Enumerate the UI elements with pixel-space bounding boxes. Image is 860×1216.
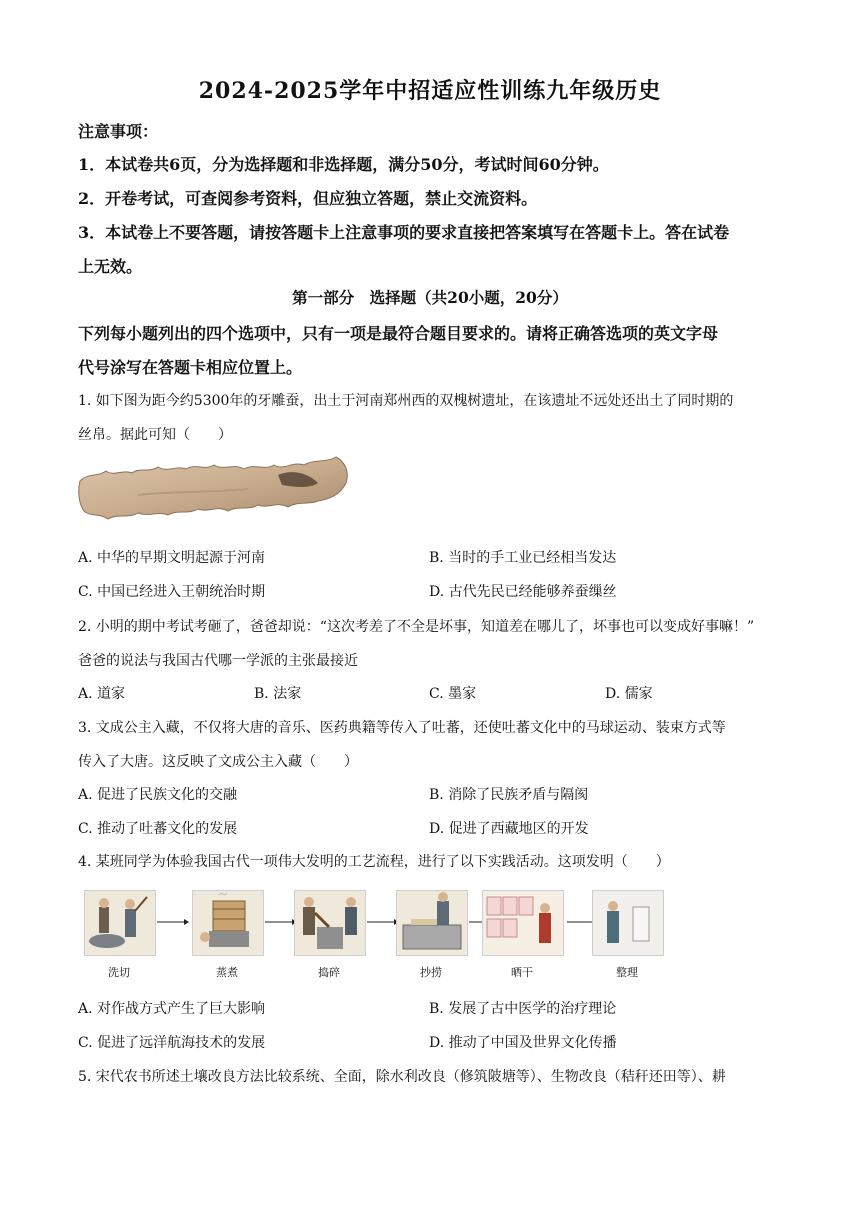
part-instruction: 下列每小题列出的四个选项中，只有一项是最符合题目要求的。请将正确答选项的英文字母 (78, 324, 719, 343)
pounding-illustration (294, 890, 366, 956)
option-b[interactable]: B. 消除了民族矛盾与隔阂 (429, 787, 589, 803)
option-c[interactable]: C. 中国已经进入王朝统治时期 (78, 584, 266, 600)
step-label: 蒸煮 (216, 966, 238, 979)
option-a[interactable]: A. 对作战方式产生了巨大影响 (78, 1001, 266, 1017)
question-1-text: 丝帛。据此可知（ ） (78, 427, 232, 443)
process-step (396, 890, 466, 982)
process-step (84, 890, 154, 982)
step-label: 抄捞 (420, 966, 442, 979)
question-3-text: 3. 文成公主入藏，不仅将大唐的音乐、医药典籍等传入了吐蕃，还使吐蕃文化中的马球运动、装束方式等 (78, 720, 726, 736)
papermaking-process-strip (84, 890, 664, 982)
option-b[interactable]: B. 发展了古中医学的治疗理论 (429, 1001, 617, 1017)
option-d[interactable]: D. 推动了中国及世界文化传播 (429, 1035, 617, 1051)
notice-item: 1．本试卷共6页，分为选择题和非选择题，满分50分，考试时间60分钟。 (78, 155, 609, 174)
option-d[interactable]: D. 古代先民已经能够养蚕缫丝 (429, 584, 617, 600)
step-label: 洗切 (108, 966, 130, 979)
scooping-illustration (396, 890, 468, 956)
option-a[interactable]: A. 中华的早期文明起源于河南 (78, 550, 266, 566)
process-step (592, 890, 662, 982)
notice-item: 2．开卷考试，可查阅参考资料，但应独立答题，禁止交流资料。 (78, 189, 538, 208)
ivory-silkworm-image (78, 455, 353, 535)
arrow-right-icon (264, 918, 298, 926)
question-5-text: 5. 宋代农书所述土壤改良方法比较系统、全面，除水利改良（修筑陂塘等）、生物改良（秸秆还田等）、耕 (78, 1069, 726, 1085)
notice-item: 上无效。 (78, 257, 143, 276)
drying-illustration (482, 890, 564, 956)
process-step (294, 890, 364, 982)
notice-heading: 注意事项： (78, 122, 159, 141)
question-2-text: 2. 小明的期中考试考砸了，爸爸却说：“这次考差了不全是坏事，知道差在哪儿了，坏事也可以变成好事嘛！” (78, 619, 755, 635)
arrow-right-icon (366, 918, 400, 926)
question-2-text: 爸爸的说法与我国古代哪一学派的主张最接近 (78, 653, 358, 669)
washing-cutting-illustration (84, 890, 156, 956)
option-d[interactable]: D. 儒家 (605, 686, 653, 702)
option-c[interactable]: C. 墨家 (429, 686, 477, 702)
option-b[interactable]: B. 当时的手工业已经相当发达 (429, 550, 617, 566)
notice-item: 3．本试卷上不要答题，请按答题卡上注意事项的要求直接把答案填写在答题卡上。答在试卷 (78, 223, 730, 242)
step-label: 晒干 (511, 966, 533, 979)
arrow-right-icon (156, 918, 190, 926)
option-b[interactable]: B. 法家 (254, 686, 302, 702)
steaming-boiling-illustration (192, 890, 264, 956)
process-step (482, 890, 552, 982)
question-1-text: 1. 如下图为距今约5300年的牙雕蚕，出土于河南郑州西的双槐树遗址，在该遗址不远处还出土了同时期的 (78, 393, 734, 409)
step-label: 捣碎 (318, 966, 340, 979)
question-3-text: 传入了大唐。这反映了文成公主入藏（ ） (78, 754, 358, 770)
step-label: 整理 (616, 966, 638, 979)
part-heading: 第一部分 选择题（共20小题，20分） (292, 288, 568, 307)
option-c[interactable]: C. 促进了远洋航海技术的发展 (78, 1035, 266, 1051)
option-c[interactable]: C. 推动了吐蕃文化的发展 (78, 821, 238, 837)
option-d[interactable]: D. 促进了西藏地区的开发 (429, 821, 589, 837)
option-a[interactable]: A. 促进了民族文化的交融 (78, 787, 238, 803)
part-instruction: 代号涂写在答题卡相应位置上。 (78, 358, 303, 377)
page-title: 2024-2025学年中招适应性训练九年级历史 (198, 78, 662, 104)
sorting-illustration (592, 890, 664, 956)
process-step (192, 890, 262, 982)
option-a[interactable]: A. 道家 (78, 686, 126, 702)
question-4-text: 4. 某班同学为体验我国古代一项伟大发明的工艺流程，进行了以下实践活动。这项发明（ ） (78, 854, 670, 870)
